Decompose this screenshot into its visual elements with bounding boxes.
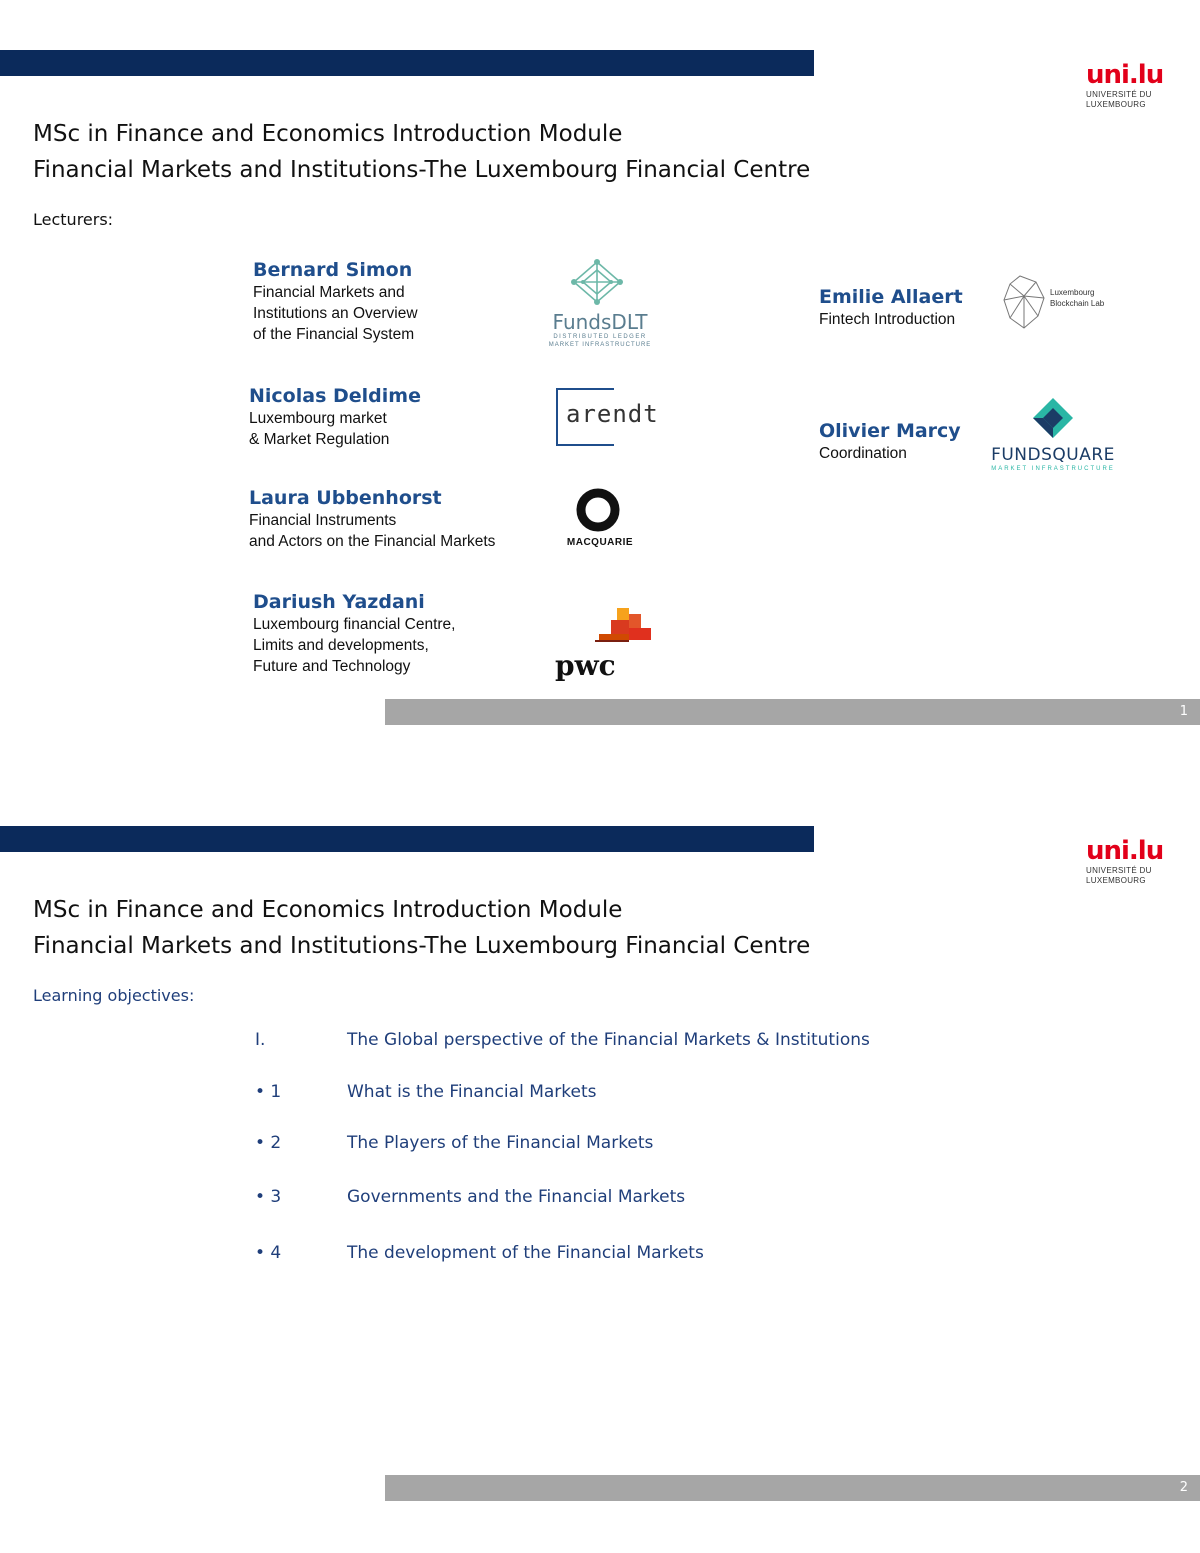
lecturer-bernard-simon [253, 258, 418, 345]
title-line-2: Financial Markets and Institutions-The Luxembourg Financial Centre [33, 933, 811, 959]
objective-marker: • 3 [255, 1187, 282, 1207]
macquarie-holey-dollar-icon [560, 488, 640, 532]
lecturers-label: Lecturers: [33, 210, 114, 229]
objective-text: What is the Financial Markets [347, 1082, 597, 1102]
bottom-bar [385, 699, 1200, 725]
lecturer-role-line: Luxembourg market [249, 410, 387, 427]
lux-blockchain-line-1: Luxembourg [1050, 288, 1095, 297]
lecturer-role-line: Future and Technology [253, 658, 411, 675]
lecturer-name: Olivier Marcy [819, 420, 961, 442]
lecturer-name: Nicolas Deldime [249, 385, 421, 407]
objective-marker: I. [255, 1030, 266, 1050]
pwc-name: pwc [555, 649, 616, 682]
university-logo [1086, 838, 1166, 886]
uni-lu-line1: UNIVERSITÉ DU [1086, 866, 1152, 875]
fundsquare-name: FUNDSQUARE [991, 445, 1115, 465]
university-logo [1086, 62, 1166, 110]
learning-objectives-label: Learning objectives: [33, 986, 195, 1005]
fundsdlt-sub-2: MARKET INFRASTRUCTURE [548, 342, 652, 348]
lecturer-role-line: Institutions an Overview [253, 305, 418, 322]
macquarie-name: MACQUARIE [566, 537, 634, 548]
uni-lu-mark: uni.lu [1086, 60, 1164, 90]
fundsdlt-name: FundsDLT [552, 310, 648, 334]
lecturer-laura-ubbenhorst [249, 486, 495, 552]
page-number: 2 [1179, 1480, 1188, 1495]
lecturer-role-line: Limits and developments, [253, 637, 429, 654]
page-number: 1 [1179, 704, 1188, 719]
objective-marker: • 4 [255, 1243, 282, 1263]
objective-text: The Global perspective of the Financial Markets & Institutions [347, 1030, 870, 1050]
slide-2 [0, 776, 1200, 1553]
top-bar [0, 50, 814, 76]
arendt-name: arendt [566, 400, 659, 428]
lecturer-role-line: Financial Instruments [249, 512, 397, 529]
objective-item [255, 1030, 870, 1050]
top-bar [0, 826, 814, 852]
lecturer-olivier-marcy [819, 419, 961, 464]
lecturer-nicolas-deldime [249, 384, 421, 450]
title-line-2: Financial Markets and Institutions-The Luxembourg Financial Centre [33, 157, 811, 183]
uni-lu-mark: uni.lu [1086, 836, 1164, 866]
lecturer-dariush-yazdani [253, 590, 455, 677]
pwc-logo [555, 608, 655, 683]
fundsdlt-sub-1: DISTRIBUTED LEDGER [553, 334, 647, 340]
lecturer-name: Emilie Allaert [819, 286, 963, 308]
lecturer-role-line: & Market Regulation [249, 431, 390, 448]
fundsdlt-network-icon [540, 258, 660, 306]
uni-lu-line2: LUXEMBOURG [1086, 876, 1146, 885]
bottom-bar [385, 1475, 1200, 1501]
fundsquare-diamond-icon [986, 396, 1120, 440]
lecturer-role-line: Coordination [819, 445, 907, 462]
objective-marker: • 2 [255, 1133, 282, 1153]
fundsquare-sub: MARKET INFRASTRUCTURE [991, 466, 1115, 472]
fundsdlt-logo [540, 258, 660, 348]
macquarie-logo [560, 488, 640, 548]
lecturer-name: Laura Ubbenhorst [249, 487, 442, 509]
lecturer-role-line: Financial Markets and [253, 284, 405, 301]
slide-1 [0, 0, 1200, 776]
objective-text: The development of the Financial Markets [347, 1243, 704, 1263]
lecturer-emilie-allaert [819, 285, 963, 330]
slide-title [33, 892, 810, 964]
lion-icon [1000, 272, 1048, 332]
lecturer-role-line: of the Financial System [253, 326, 415, 343]
objective-marker: • 1 [255, 1082, 282, 1102]
lux-blockchain-line-2: Blockchain Lab [1050, 299, 1105, 308]
arendt-logo [556, 388, 661, 446]
uni-lu-line2: LUXEMBOURG [1086, 100, 1146, 109]
lecturer-role-line: Luxembourg financial Centre, [253, 616, 456, 633]
lecturer-role-line: and Actors on the Financial Markets [249, 533, 496, 550]
lecturer-name: Dariush Yazdani [253, 591, 425, 613]
fundsquare-logo [986, 396, 1120, 471]
objective-text: The Players of the Financial Markets [347, 1133, 654, 1153]
objective-item [255, 1082, 597, 1102]
objective-item [255, 1133, 653, 1153]
slide-title [33, 116, 810, 188]
title-line-1: MSc in Finance and Economics Introduction Module [33, 897, 623, 923]
title-line-1: MSc in Finance and Economics Introduction Module [33, 121, 623, 147]
objective-text: Governments and the Financial Markets [347, 1187, 686, 1207]
lux-blockchain-lab-logo [1000, 272, 1115, 334]
objective-item [255, 1187, 685, 1207]
lecturer-name: Bernard Simon [253, 259, 413, 281]
pwc-blocks-icon [555, 608, 655, 646]
lecturer-role-line: Fintech Introduction [819, 311, 956, 328]
uni-lu-line1: UNIVERSITÉ DU [1086, 90, 1152, 99]
objective-item [255, 1243, 704, 1263]
